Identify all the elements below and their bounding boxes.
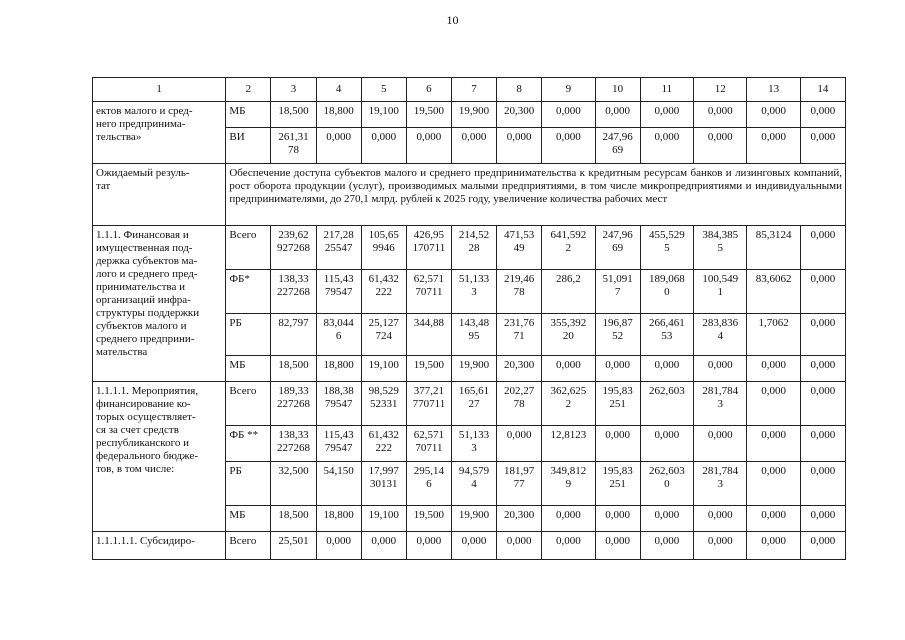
column-number-cell: 13 <box>747 78 800 102</box>
value-cell: 0,000 <box>542 506 595 532</box>
value-cell: 0,000 <box>694 506 747 532</box>
column-number-cell: 8 <box>497 78 542 102</box>
value-cell: 202,27 78 <box>497 382 542 426</box>
table-row <box>93 226 846 270</box>
value-cell: 262,603 <box>640 382 693 426</box>
value-cell: 266,461 53 <box>640 314 693 356</box>
funding-source: ФБ ** <box>226 426 271 462</box>
column-number-cell: 10 <box>595 78 640 102</box>
value-cell: 0,000 <box>595 506 640 532</box>
value-cell: 0,000 <box>542 532 595 560</box>
funding-source: МБ <box>226 506 271 532</box>
value-cell: 0,000 <box>800 462 845 506</box>
value-cell: 0,000 <box>451 532 496 560</box>
value-cell: 19,900 <box>451 506 496 532</box>
value-cell: 0,000 <box>694 532 747 560</box>
column-number-row <box>93 78 846 102</box>
value-cell: 0,000 <box>800 128 845 164</box>
value-cell: 239,62 927268 <box>271 226 316 270</box>
value-cell: 0,000 <box>747 462 800 506</box>
value-cell: 25,127 724 <box>361 314 406 356</box>
value-cell: 0,000 <box>316 532 361 560</box>
value-cell: 138,33 227268 <box>271 270 316 314</box>
value-cell: 355,392 20 <box>542 314 595 356</box>
value-cell: 0,000 <box>406 128 451 164</box>
value-cell: 61,432 222 <box>361 270 406 314</box>
value-cell: 0,000 <box>316 128 361 164</box>
column-number-cell: 2 <box>226 78 271 102</box>
column-number-cell: 6 <box>406 78 451 102</box>
value-cell: 344,88 <box>406 314 451 356</box>
value-cell: 51,091 7 <box>595 270 640 314</box>
value-cell: 19,500 <box>406 356 451 382</box>
row-label: 1.1.1.1.1. Субсидиро- <box>93 532 226 560</box>
value-cell: 18,500 <box>271 506 316 532</box>
value-cell: 94,579 4 <box>451 462 496 506</box>
column-number-cell: 1 <box>93 78 226 102</box>
column-number-cell: 9 <box>542 78 595 102</box>
value-cell: 0,000 <box>406 532 451 560</box>
value-cell: 195,83 251 <box>595 462 640 506</box>
value-cell: 0,000 <box>747 532 800 560</box>
value-cell: 1,7062 <box>747 314 800 356</box>
value-cell: 262,603 0 <box>640 462 693 506</box>
value-cell: 0,000 <box>694 426 747 462</box>
value-cell: 83,6062 <box>747 270 800 314</box>
value-cell: 25,501 <box>271 532 316 560</box>
value-cell: 0,000 <box>497 426 542 462</box>
value-cell: 85,3124 <box>747 226 800 270</box>
value-cell: 0,000 <box>640 356 693 382</box>
value-cell: 0,000 <box>747 426 800 462</box>
value-cell: 18,800 <box>316 356 361 382</box>
value-cell: 0,000 <box>361 532 406 560</box>
row-label: 1.1.1. Финансовая и имущественная под- держка субъектов ма- лого и среднего пред- принимательства и организаций инфра- структуры поддержки субъектов малого и среднего предприни- мательства <box>93 226 226 382</box>
value-cell: 214,52 28 <box>451 226 496 270</box>
value-cell: 138,33 227268 <box>271 426 316 462</box>
value-cell: 0,000 <box>542 128 595 164</box>
table-row <box>93 532 846 560</box>
value-cell: 0,000 <box>361 128 406 164</box>
table-row <box>93 164 846 226</box>
value-cell: 0,000 <box>595 426 640 462</box>
value-cell: 61,432 222 <box>361 426 406 462</box>
value-cell: 455,529 5 <box>640 226 693 270</box>
value-cell: 247,96 69 <box>595 128 640 164</box>
funding-source: Всего <box>226 226 271 270</box>
column-number-cell: 5 <box>361 78 406 102</box>
value-cell: 0,000 <box>800 506 845 532</box>
value-cell: 0,000 <box>640 426 693 462</box>
value-cell: 231,76 71 <box>497 314 542 356</box>
funding-source: ВИ <box>226 128 271 164</box>
value-cell: 0,000 <box>800 314 845 356</box>
value-cell: 261,31 78 <box>271 128 316 164</box>
column-number-cell: 14 <box>800 78 845 102</box>
value-cell: 283,836 4 <box>694 314 747 356</box>
value-cell: 181,97 77 <box>497 462 542 506</box>
value-cell: 247,96 69 <box>595 226 640 270</box>
value-cell: 0,000 <box>497 128 542 164</box>
value-cell: 0,000 <box>694 356 747 382</box>
value-cell: 189,33 227268 <box>271 382 316 426</box>
value-cell: 0,000 <box>800 356 845 382</box>
value-cell: 0,000 <box>747 506 800 532</box>
column-number-cell: 7 <box>451 78 496 102</box>
row-label: Ожидаемый резуль- тат <box>93 164 226 226</box>
value-cell: 0,000 <box>694 128 747 164</box>
value-cell: 20,300 <box>497 102 542 128</box>
value-cell: 189,068 0 <box>640 270 693 314</box>
value-cell: 62,571 70711 <box>406 270 451 314</box>
value-cell: 19,500 <box>406 102 451 128</box>
value-cell: 143,48 95 <box>451 314 496 356</box>
value-cell: 18,500 <box>271 102 316 128</box>
value-cell: 115,43 79547 <box>316 426 361 462</box>
row-label: ектов малого и сред- него предпринима- тельства» <box>93 102 226 164</box>
value-cell: 0,000 <box>497 532 542 560</box>
value-cell: 196,87 52 <box>595 314 640 356</box>
value-cell: 20,300 <box>497 356 542 382</box>
value-cell: 217,28 25547 <box>316 226 361 270</box>
value-cell: 188,38 79547 <box>316 382 361 426</box>
value-cell: 0,000 <box>747 102 800 128</box>
value-cell: 0,000 <box>747 356 800 382</box>
funding-source: Всего <box>226 382 271 426</box>
value-cell: 0,000 <box>694 102 747 128</box>
value-cell: 0,000 <box>800 532 845 560</box>
value-cell: 195,83 251 <box>595 382 640 426</box>
value-cell: 32,500 <box>271 462 316 506</box>
funding-source: РБ <box>226 314 271 356</box>
value-cell: 51,133 3 <box>451 426 496 462</box>
value-cell: 19,100 <box>361 506 406 532</box>
table-row <box>93 102 846 128</box>
value-cell: 54,150 <box>316 462 361 506</box>
value-cell: 641,592 2 <box>542 226 595 270</box>
value-cell: 51,133 3 <box>451 270 496 314</box>
value-cell: 17,997 30131 <box>361 462 406 506</box>
value-cell: 377,21 770711 <box>406 382 451 426</box>
value-cell: 19,100 <box>361 356 406 382</box>
value-cell: 165,61 27 <box>451 382 496 426</box>
value-cell: 295,14 6 <box>406 462 451 506</box>
column-number-cell: 11 <box>640 78 693 102</box>
value-cell: 0,000 <box>640 128 693 164</box>
column-number-cell: 4 <box>316 78 361 102</box>
value-cell: 19,900 <box>451 102 496 128</box>
value-cell: 0,000 <box>747 382 800 426</box>
value-cell: 0,000 <box>747 128 800 164</box>
value-cell: 12,8123 <box>542 426 595 462</box>
value-cell: 286,2 <box>542 270 595 314</box>
value-cell: 19,500 <box>406 506 451 532</box>
value-cell: 471,53 49 <box>497 226 542 270</box>
budget-table <box>92 77 846 560</box>
funding-source: МБ <box>226 356 271 382</box>
value-cell: 0,000 <box>800 102 845 128</box>
column-number-cell: 3 <box>271 78 316 102</box>
value-cell: 62,571 70711 <box>406 426 451 462</box>
value-cell: 0,000 <box>542 356 595 382</box>
value-cell: 0,000 <box>595 102 640 128</box>
value-cell: 0,000 <box>595 532 640 560</box>
value-cell: 0,000 <box>640 532 693 560</box>
value-cell: 19,900 <box>451 356 496 382</box>
value-cell: 18,800 <box>316 506 361 532</box>
value-cell: 115,43 79547 <box>316 270 361 314</box>
expected-result-text: Обеспечение доступа субъектов малого и среднего предпринимательства к кредитным ресурсам банков и лизинговых компаний, рост оборота продукции (услуг), производимых малыми предприятиями, в том числе микропредприятиями и индивидуальными предпринимателями, до 270,1 млрд. рублей к 2025 году, увеличение количества рабочих мест <box>226 164 846 226</box>
value-cell: 0,000 <box>595 356 640 382</box>
value-cell: 0,000 <box>451 128 496 164</box>
row-label: 1.1.1.1. Мероприятия, финансирование ко- торых осуществляет- ся за счет средств республиканского и федерального бюдже- тов, в том числе: <box>93 382 226 532</box>
value-cell: 426,95 170711 <box>406 226 451 270</box>
value-cell: 0,000 <box>640 506 693 532</box>
value-cell: 82,797 <box>271 314 316 356</box>
value-cell: 83,044 6 <box>316 314 361 356</box>
table-row <box>93 382 846 426</box>
funding-source: РБ <box>226 462 271 506</box>
value-cell: 0,000 <box>800 270 845 314</box>
value-cell: 362,625 2 <box>542 382 595 426</box>
value-cell: 20,300 <box>497 506 542 532</box>
value-cell: 18,500 <box>271 356 316 382</box>
value-cell: 384,385 5 <box>694 226 747 270</box>
value-cell: 0,000 <box>640 102 693 128</box>
value-cell: 349,812 9 <box>542 462 595 506</box>
value-cell: 19,100 <box>361 102 406 128</box>
value-cell: 281,784 3 <box>694 382 747 426</box>
value-cell: 105,65 9946 <box>361 226 406 270</box>
value-cell: 281,784 3 <box>694 462 747 506</box>
column-number-cell: 12 <box>694 78 747 102</box>
value-cell: 98,529 52331 <box>361 382 406 426</box>
value-cell: 0,000 <box>800 226 845 270</box>
value-cell: 0,000 <box>800 382 845 426</box>
funding-source: Всего <box>226 532 271 560</box>
value-cell: 0,000 <box>542 102 595 128</box>
value-cell: 100,549 1 <box>694 270 747 314</box>
funding-source: МБ <box>226 102 271 128</box>
value-cell: 0,000 <box>800 426 845 462</box>
page-number: 10 <box>446 13 459 27</box>
value-cell: 18,800 <box>316 102 361 128</box>
value-cell: 219,46 78 <box>497 270 542 314</box>
funding-source: ФБ* <box>226 270 271 314</box>
